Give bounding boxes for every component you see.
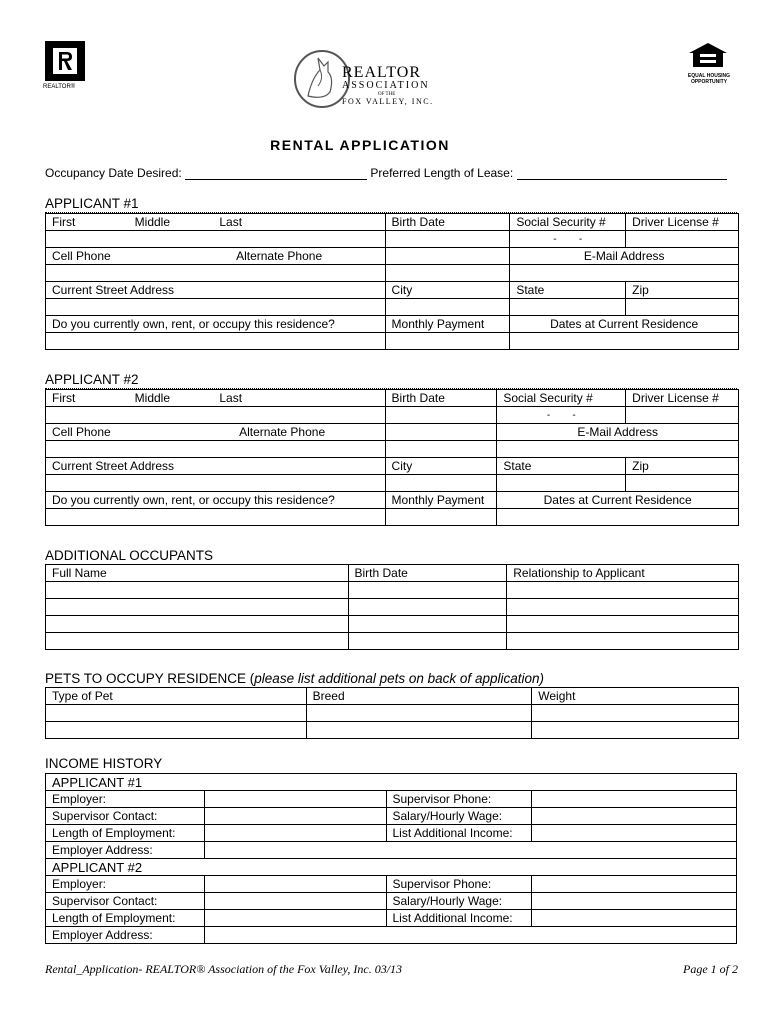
pets-heading [45,671,544,686]
city-label: City [385,282,510,299]
additional-income-field[interactable] [532,825,737,842]
dates-current-field[interactable] [497,509,739,526]
email-label: E-Mail Address [497,424,739,441]
name-field[interactable] [46,231,386,248]
employer-label: Employer: [46,876,205,893]
name-header [46,390,386,407]
driver-license-field[interactable] [626,407,739,424]
dates-current-label: Dates at Current Residence [497,492,739,509]
city-label: City [385,458,497,475]
occupant-birth-field[interactable] [348,633,507,650]
supervisor-contact-field[interactable] [204,808,386,825]
additional-income-label: List Additional Income: [386,825,532,842]
city-field[interactable] [385,475,497,492]
association-name-line1: REALTOR [342,64,422,81]
occupant-name-field[interactable] [46,616,349,633]
eho-caption-line1: EQUAL HOUSING [687,73,731,79]
applicant1-table [45,213,739,350]
pet-breed-field[interactable] [306,722,532,739]
salary-field[interactable] [532,893,737,910]
pet-weight-field[interactable] [532,722,739,739]
occupancy-row [45,166,727,180]
income-applicant2-heading: APPLICANT #2 [46,859,737,876]
salary-field[interactable] [532,808,737,825]
monthly-payment-label: Monthly Payment [385,492,497,509]
driver-license-label: Driver License # [626,390,739,407]
ssn-field[interactable]: - - [497,407,626,424]
equal-housing-icon [688,42,728,68]
applicant2-table [45,389,739,526]
birth-date-field[interactable] [385,407,497,424]
street-field[interactable] [46,299,386,316]
occupant-name-field[interactable] [46,582,349,599]
state-label: State [510,282,626,299]
supervisor-contact-label: Supervisor Contact: [46,808,205,825]
pet-weight-field[interactable] [532,705,739,722]
footer-text: Rental_Application- REALTOR® Association of the Fox Valley, Inc. 03/13 [45,962,403,976]
equal-housing-caption [684,73,734,85]
cell-phone-label: Cell Phone [52,249,111,263]
email-field[interactable] [510,265,739,282]
pet-breed-field[interactable] [306,705,532,722]
pets-table [45,687,739,739]
name-header [46,214,386,231]
spacer [385,248,510,265]
zip-label: Zip [626,458,739,475]
dates-current-field[interactable] [510,333,739,350]
cell-phone-label: Cell Phone [52,425,111,439]
additional-income-label: List Additional Income: [386,910,532,927]
driver-license-label: Driver License # [626,214,739,231]
alt-phone-label: Alternate Phone [239,425,326,439]
own-rent-field[interactable] [46,509,386,526]
street-label: Current Street Address [46,458,386,475]
own-rent-label: Do you currently own, rent, or occupy this residence? [46,316,386,333]
association-name-line4: FOX VALLEY, INC. [342,97,434,106]
middle-label: Middle [134,391,171,405]
own-rent-field[interactable] [46,333,386,350]
last-label: Last [219,215,243,229]
employer-address-label: Employer Address: [46,927,205,944]
occupants-heading: ADDITIONAL OCCUPANTS [45,548,214,563]
occupant-relationship-field[interactable] [507,633,739,650]
occupancy-date-field[interactable] [185,179,367,180]
income-heading: INCOME HISTORY [45,756,163,771]
city-field[interactable] [385,299,510,316]
page-number: Page 1 of 2 [683,962,738,976]
occupant-name-field[interactable] [46,633,349,650]
occupant-relationship-field[interactable] [507,616,739,633]
pet-type-field[interactable] [46,722,307,739]
last-label: Last [219,391,243,405]
zip-field[interactable] [626,475,739,492]
phone-field[interactable] [46,265,386,282]
occupant-name-field[interactable] [46,599,349,616]
state-label: State [497,458,626,475]
birth-date-label: Birth Date [385,390,497,407]
phone-field-2[interactable] [385,265,510,282]
employer-field[interactable] [204,876,386,893]
occupant-birth-field[interactable] [348,616,507,633]
supervisor-contact-label: Supervisor Contact: [46,893,205,910]
length-label: Length of Employment: [46,825,205,842]
lease-length-field[interactable] [517,179,727,180]
eho-caption-line2: OPPORTUNITY [690,79,728,85]
driver-license-field[interactable] [626,231,739,248]
occupant-birth-field[interactable] [348,599,507,616]
monthly-payment-label: Monthly Payment [385,316,510,333]
pet-type-field[interactable] [46,705,307,722]
employer-address-label: Employer Address: [46,842,205,859]
occupant-birth-field[interactable] [348,582,507,599]
dates-current-label: Dates at Current Residence [510,316,739,333]
alt-phone-label: Alternate Phone [236,249,323,263]
additional-income-field[interactable] [532,910,737,927]
applicant1-heading: APPLICANT #1 [45,196,139,211]
pet-breed-label: Breed [306,688,532,705]
state-field[interactable] [510,299,626,316]
email-field[interactable] [497,441,739,458]
supervisor-contact-field[interactable] [204,893,386,910]
association-name-line3: OF THE [378,92,396,97]
length-field[interactable] [204,910,386,927]
phone-field-2[interactable] [385,441,497,458]
birth-date-label: Birth Date [348,565,507,582]
birth-date-field[interactable] [385,231,510,248]
supervisor-phone-label: Supervisor Phone: [386,791,532,808]
supervisor-phone-label: Supervisor Phone: [386,876,532,893]
ssn-label: Social Security # [497,390,626,407]
occupant-relationship-field[interactable] [507,599,739,616]
email-label: E-Mail Address [510,248,739,265]
occupants-table [45,564,739,650]
employer-address-field[interactable] [204,842,736,859]
occupancy-date-label: Occupancy Date Desired: [45,166,182,180]
name-field[interactable] [46,407,386,424]
full-name-label: Full Name [46,565,349,582]
pet-type-label: Type of Pet [46,688,307,705]
realtor-r-icon [53,48,77,74]
realtor-caption: REALTOR® [43,84,76,90]
supervisor-phone-field[interactable] [532,791,737,808]
supervisor-phone-field[interactable] [532,876,737,893]
own-rent-label: Do you currently own, rent, or occupy this residence? [46,492,386,509]
spacer [385,424,497,441]
applicant2-heading: APPLICANT #2 [45,372,139,387]
association-name-line2: ASSOCIATION [342,80,430,91]
income-applicant1-heading: APPLICANT #1 [46,774,737,791]
state-field[interactable] [497,475,626,492]
monthly-payment-field[interactable] [385,333,510,350]
zip-label: Zip [626,282,739,299]
phone-field[interactable] [46,441,386,458]
income-table [45,773,737,944]
relationship-label: Relationship to Applicant [507,565,739,582]
pet-weight-label: Weight [532,688,739,705]
monthly-payment-field[interactable] [385,509,497,526]
ssn-field[interactable]: - - [510,231,626,248]
street-field[interactable] [46,475,386,492]
employer-address-field[interactable] [204,927,736,944]
length-field[interactable] [204,825,386,842]
employer-field[interactable] [204,791,386,808]
realtor-logo [45,41,85,81]
lease-length-label: Preferred Length of Lease: [370,166,514,180]
pets-heading-text: PETS TO OCCUPY RESIDENCE ( [45,671,255,686]
middle-label: Middle [134,215,171,229]
page-title: RENTAL APPLICATION [270,137,450,153]
occupant-relationship-field[interactable] [507,582,739,599]
pets-heading-note: please list additional pets on back of application) [254,671,544,686]
ssn-label: Social Security # [510,214,626,231]
street-label: Current Street Address [46,282,386,299]
salary-label: Salary/Hourly Wage: [386,893,532,910]
birth-date-label: Birth Date [385,214,510,231]
zip-field[interactable] [626,299,739,316]
phone-header [46,248,386,265]
first-label: First [52,215,76,229]
length-label: Length of Employment: [46,910,205,927]
employer-label: Employer: [46,791,205,808]
salary-label: Salary/Hourly Wage: [386,808,532,825]
phone-header [46,424,386,441]
first-label: First [52,391,76,405]
